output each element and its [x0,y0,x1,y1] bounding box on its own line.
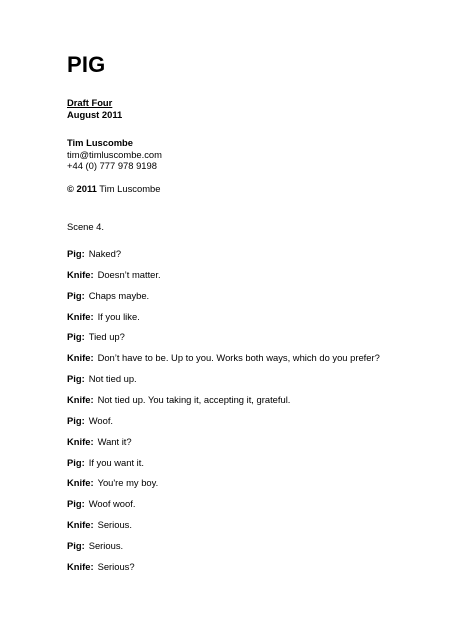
speaker-name: Knife: [67,477,94,489]
speaker-name: Knife: [67,519,94,530]
draft-info [67,97,122,120]
author-phone: +44 (0) 777 978 9198 [67,160,157,171]
dialogue-text: You're my boy. [97,477,159,489]
dialogue-line [67,394,290,406]
speaker-name: Knife: [67,560,94,572]
speaker-name: Knife: [67,394,94,405]
dialogue-line [67,331,125,343]
dialogue-line [67,519,132,531]
speaker-name: Pig: [67,331,85,343]
speaker-name: Pig: [67,539,85,551]
dialogue-text: Not tied up. [88,373,137,385]
dialogue-text: Doesn’t matter. [97,268,161,280]
dialogue-line [67,457,144,469]
speaker-name: Pig: [67,248,85,259]
dialogue-line [67,248,121,260]
dialogue-line [67,290,149,302]
dialogue-line [67,415,113,427]
speaker-name: Pig: [67,414,85,426]
dialogue-text: Serious. [88,539,124,551]
author-name: Tim Luscombe [67,137,133,148]
dialogue-text: Woof. [88,414,114,426]
dialogue-line [67,352,380,364]
copyright-prefix: © 2011 [67,183,97,194]
dialogue-line [67,269,161,281]
dialogue-line [67,561,135,573]
document-title: PIG [67,52,106,77]
draft-label: Draft Four [67,97,113,108]
dialogue-text: If you want it. [88,456,144,468]
dialogue-text: Serious. [97,519,132,530]
dialogue-text: Tied up? [88,331,125,343]
speaker-name: Pig: [67,456,85,468]
speaker-name: Knife: [67,268,94,280]
dialogue-text: Woof woof. [88,498,136,510]
speaker-name: Pig: [67,289,85,301]
dialogue-line [67,477,158,489]
draft-date: August 2011 [67,108,123,120]
dialogue-line [67,373,137,385]
speaker-name: Pig: [67,373,85,385]
speaker-name: Knife: [67,435,94,447]
speaker-name: Knife: [67,310,94,322]
dialogue-text: Want it? [97,435,132,447]
copyright-holder: Tim Luscombe [99,183,161,194]
speaker-name: Knife: [67,352,94,364]
dialogue-text: If you like. [97,310,140,322]
dialogue-line [67,498,135,510]
author-email: tim@timluscombe.com [67,148,162,160]
dialogue-text: Serious? [97,560,135,572]
dialogue-line [67,311,140,323]
contact-info [67,137,162,172]
scene-heading: Scene 4. [67,221,105,232]
dialogue-text: Don’t have to be. Up to you. Works both ways, which do you prefer? [97,352,380,364]
dialogue-text: Not tied up. You taking it, accepting it, grateful. [97,394,291,405]
dialogue-text: Chaps maybe. [88,289,150,301]
dialogue-text: Naked? [88,248,122,259]
copyright-line [67,183,160,195]
speaker-name: Pig: [67,498,85,510]
dialogue-line [67,540,123,552]
dialogue-line [67,436,132,448]
